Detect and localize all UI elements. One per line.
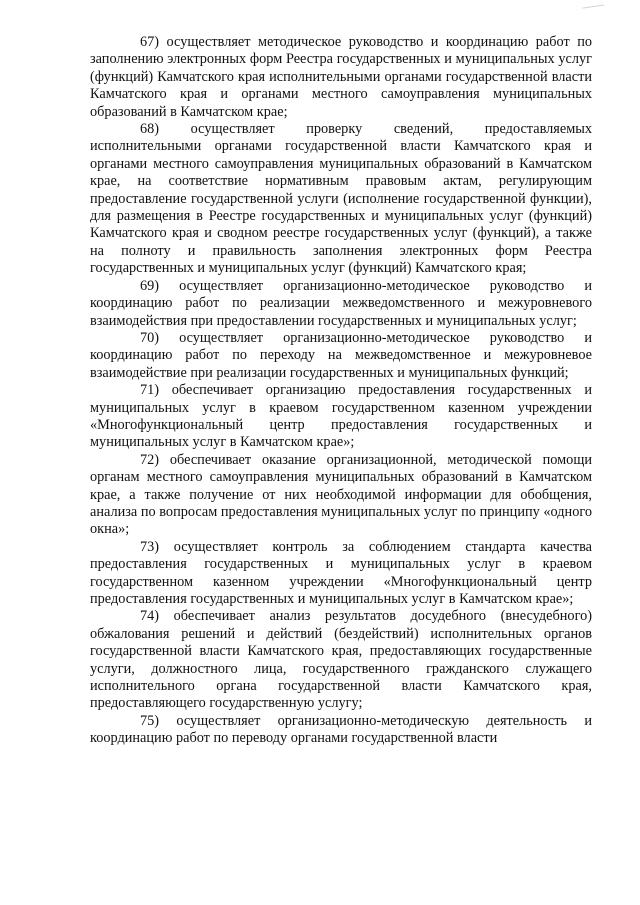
paragraph-71: 71) обеспечивает организацию предоставления государственных и муниципальных услуг в краевом государственном казенном учреждении «Многофункциональный центр предоставления государственных и муниципальных услуг в Камчатском крае»; bbox=[90, 382, 592, 451]
document-body bbox=[90, 34, 592, 748]
paragraph-73: 73) осуществляет контроль за соблюдением стандарта качества предоставления государственных и муниципальных услуг в краевом государственном казенном учреждении «Многофункциональный центр предоставления государственных и муниципальных услуг в Камчатском крае»; bbox=[90, 538, 592, 607]
paragraph-69: 69) осуществляет организационно-методическое руководство и координацию работ по реализации межведомственного и межуровневого взаимодействия при предоставлении государственных и муниципальных услуг; bbox=[90, 277, 592, 329]
paragraph-74: 74) обеспечивает анализ результатов досудебного (внесудебного) обжалования решений и действий (бездействий) исполнительных органов государственной власти Камчатского края, предоставляющих государственные услуги, должностного лица, государственного гражданского служащего исполнительного органа государственной власти Камчатского края, предоставляющего государственную услугу; bbox=[90, 608, 592, 712]
scan-mark bbox=[582, 5, 605, 19]
paragraph-70: 70) осуществляет организационно-методическое руководство и координацию работ по переходу на межведомственное и межуровневое взаимодействие при реализации государственных и муниципальных функций; bbox=[90, 329, 592, 381]
paragraph-67: 67) осуществляет методическое руководство и координацию работ по заполнению электронных форм Реестра государственных и муниципальных услуг (функций) Камчатского края исполнительными органами государственной власти Камчатского края и органами местного самоуправления муниципальных образований в Камчатском крае; bbox=[90, 34, 592, 120]
paragraph-72: 72) обеспечивает оказание организационной, методической помощи органам местного самоуправления муниципальных образований в Камчатском крае, а также получение от них необходимой информации для обобщения, анализа по вопросам предоставления муниципальных услуг по принципу «одного окна»; bbox=[90, 451, 592, 538]
paragraph-68: 68) осуществляет проверку сведений, предоставляемых исполнительными органами государственной власти Камчатского края и органами местного самоуправления муниципальных образований в Камчатском крае, на соответствие нормативным правовым актам, регулирующим предоставление государственной услуги (исполнение государственной функции), для размещения в Реестре государственных и муниципальных услуг (функций) Камчатского края и сводном реестре государственных услуг (функций), а также на полноту и правильность заполнения электронных форм Реестра государственных и муниципальных услуг (функций) Камчатского края; bbox=[90, 121, 592, 277]
paragraph-75: 75) осуществляет организационно-методическую деятельность и координацию работ по переводу органами государственной власти bbox=[90, 712, 592, 747]
